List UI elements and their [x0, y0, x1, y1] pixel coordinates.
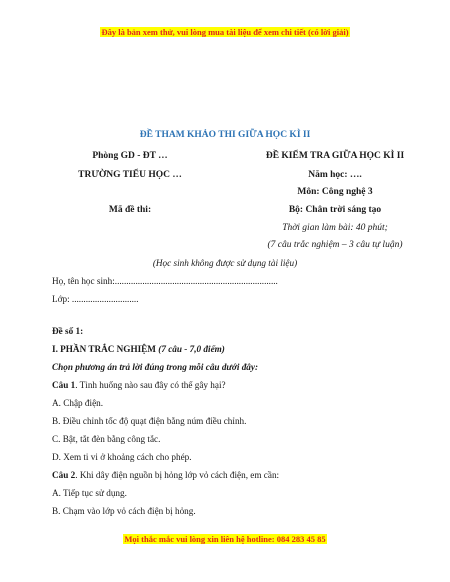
preview-notice-text: Đây là bản xem thử, vui lòng mua tài liệu để xem chi tiết (có lời giải) — [101, 27, 349, 37]
section-points: (7 câu - 7,0 điểm) — [158, 344, 225, 354]
option-1b: B. Điều chỉnh tốc độ quạt điện bằng núm điều chỉnh. — [52, 416, 247, 426]
option-2b: B. Chạm vào lớp vỏ cách điện bị hỏng. — [52, 506, 196, 516]
question-2 — [52, 470, 279, 480]
exam-name: ĐỀ KIỂM TRA GIỮA HỌC KÌ II — [265, 151, 405, 161]
option-2a: A. Tiếp tục sử dụng. — [52, 488, 127, 498]
question-1 — [52, 380, 226, 390]
document-title: ĐỀ THAM KHẢO THI GIỮA HỌC KÌ II — [139, 130, 311, 140]
option-1d: D. Xem ti vi ở khoảng cách cho phép. — [52, 452, 192, 462]
question-text: . Tình huống nào sau đây có thể gây hại? — [75, 380, 226, 390]
exam-number: Đề số 1: — [52, 326, 84, 336]
option-1c: C. Bật, tắt đèn bằng công tắc. — [52, 434, 161, 444]
question-label: Câu 2 — [52, 470, 76, 480]
hotline-banner — [0, 534, 450, 544]
section-heading — [52, 344, 225, 354]
school-label: TRƯỜNG TIỂU HỌC … — [78, 170, 182, 180]
exam-time: Thời gian làm bài: 40 phút; — [282, 223, 388, 233]
book-series-label: Bộ: Chân trời sáng tạo — [288, 205, 382, 215]
section-title: I. PHẦN TRẮC NGHIỆM — [52, 344, 156, 354]
preview-notice-banner — [0, 27, 450, 37]
student-class-field: Lớp: ............................. — [52, 294, 139, 304]
question-text: . Khi dây điện nguồn bị hỏng lớp vỏ cách điện, em cần: — [75, 470, 280, 480]
option-1a: A. Chập điện. — [52, 398, 104, 408]
department-label: Phòng GD - ĐT … — [92, 151, 168, 161]
question-label: Câu 1 — [52, 380, 76, 390]
student-name-field: Họ, tên học sinh:....................................................................... — [52, 276, 278, 286]
subject-label: Môn: Công nghệ 3 — [297, 187, 373, 197]
no-materials-note: (Học sinh không được sử dụng tài liệu) — [152, 258, 298, 268]
question-composition: (7 câu trắc nghiệm – 3 câu tự luận) — [267, 240, 403, 250]
hotline-text: Mọi thắc mắc vui lòng xin liên hệ hotline: 084 283 45 85 — [124, 534, 326, 544]
instruction-text: Chọn phương án trả lời đúng trong mỗi câu dưới đây: — [52, 362, 259, 372]
school-year: Năm học: …. — [308, 170, 362, 180]
exam-code-label: Mã đề thi: — [108, 205, 152, 215]
